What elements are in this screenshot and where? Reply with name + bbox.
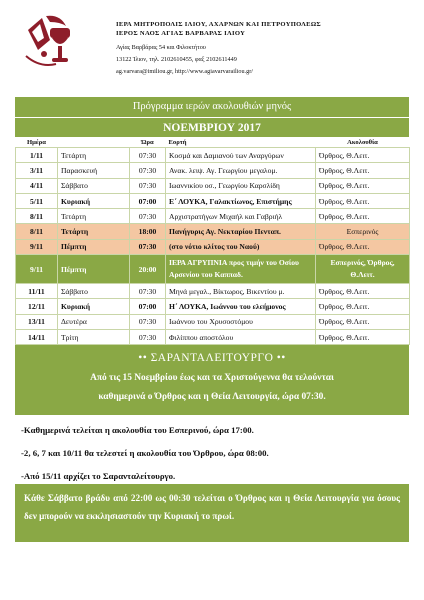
row-feast: Μηνά μεγαλ., Βίκτωρος, Βικεντίου μ. [166, 284, 316, 299]
row-date: 9/11 [16, 255, 58, 284]
table-row [16, 178, 410, 193]
row-time: 07:30 [130, 148, 166, 163]
row-service: Εσπερινός, Όρθρος, Θ.Λειτ. [316, 255, 410, 284]
row-service: Όρθρος, Θ.Λειτ. [316, 329, 410, 344]
row-service: Όρθρος, Θ.Λειτ. [316, 209, 410, 224]
row-feast: Ιωαννικίου οσ., Γεωργίου Καρσλίδη [166, 178, 316, 193]
church-logo-icon [20, 10, 82, 72]
table-row [16, 239, 410, 254]
row-feast: Αρχιστρατήγων Μιχαήλ και Γαβριήλ [166, 209, 316, 224]
row-feast: Κοσμά και Δαμιανού των Αναργύρων [166, 148, 316, 163]
row-service: Όρθρος, Θ.Λειτ. [316, 314, 410, 329]
saturday-vigil-band [15, 484, 409, 542]
row-date: 4/11 [16, 178, 58, 193]
services-table [15, 138, 410, 345]
row-day: Κυριακή [58, 299, 130, 314]
row-service: Όρθρος, Θ.Λειτ. [316, 193, 410, 208]
sarantaleitourgo-line-2: καθημερινά ο Όρθρος και η Θεία Λειτουργία, ώρα 07:30. [98, 392, 326, 402]
saturday-vigil-text: Κάθε Σάββατο βράδυ από 22:00 ως 00:30 τελείται ο Όρθρος και η Θεία Λειτουργία για όσους δεν μπορούν να εκκλησιαστούν την Κυριακή το πρωί. [24, 493, 400, 521]
row-service: Όρθρος, Θ.Λειτ. [316, 284, 410, 299]
row-date: 1/11 [16, 148, 58, 163]
table-row [16, 148, 410, 163]
row-feast: Ε΄ ΛΟΥΚΑ, Γαλακτίωνος, Επιστήμης [166, 193, 316, 208]
row-date: 8/11 [16, 209, 58, 224]
address: Αγίας Βαρβάρας 54 και Φιλοκτήτου [116, 44, 206, 51]
table-row [16, 255, 410, 284]
row-day: Τετάρτη [58, 209, 130, 224]
table-row [16, 284, 410, 299]
row-time: 07:30 [130, 209, 166, 224]
row-day: Δευτέρα [58, 314, 130, 329]
row-date: 14/11 [16, 329, 58, 344]
row-day: Σάββατο [58, 178, 130, 193]
row-date: 3/11 [16, 163, 58, 178]
email-website: ag.varvara@imiliou.gr, http://www.agiavarvarailiou.gr/ [116, 68, 254, 75]
header-day: Ημέρα [27, 139, 46, 146]
row-date: 5/11 [16, 193, 58, 208]
row-day: Τετάρτη [58, 224, 130, 239]
row-day: Πέμπτη [58, 239, 130, 254]
table-row [16, 299, 410, 314]
table-row [16, 224, 410, 239]
row-feast: Ανακ. λειψ. Αγ. Γεωργίου μεγαλομ. [166, 163, 316, 178]
row-service: Όρθρος, Θ.Λειτ. [316, 163, 410, 178]
row-time: 07:00 [130, 193, 166, 208]
row-time: 18:00 [130, 224, 166, 239]
sarantaleitourgo-heading: •• ΣΑΡΑΝΤΑΛΕΙΤΟΥΡΓΟ •• [138, 352, 286, 364]
row-date: 9/11 [16, 239, 58, 254]
phone-fax: 13122 Ίλιον, τηλ. 2102610455, φαξ 2102611449 [116, 56, 237, 63]
table-header-row [16, 138, 410, 148]
table-row [16, 163, 410, 178]
sarantaleitourgo-band [15, 345, 409, 415]
row-time: 07:30 [130, 329, 166, 344]
row-feast: Φιλίππου αποστόλου [166, 329, 316, 344]
row-date: 11/11 [16, 284, 58, 299]
row-time: 07:30 [130, 163, 166, 178]
row-day: Σάββατο [58, 284, 130, 299]
row-day: Παρασκευή [58, 163, 130, 178]
row-feast: (στο νότιο κλίτος του Ναού) [166, 239, 316, 254]
row-service: Όρθρος, Θ.Λειτ. [316, 148, 410, 163]
table-row [16, 314, 410, 329]
schedule-title: Πρόγραμμα ιερών ακολουθιών μηνός [132, 101, 292, 112]
table-row [16, 209, 410, 224]
row-service: Εσπερινός [316, 224, 410, 239]
table-row [16, 193, 410, 208]
row-day: Τρίτη [58, 329, 130, 344]
header-feast: Εορτή [168, 139, 187, 146]
header-service: Ακολουθία [347, 139, 378, 146]
header-weekday [58, 138, 130, 148]
parish-name: ΙΕΡΟΣ ΝΑΟΣ ΑΓΙΑΣ ΒΑΡΒΑΡΑΣ ΙΛΙΟΥ [116, 30, 246, 37]
title-band [15, 97, 409, 137]
row-time: 20:00 [130, 255, 166, 284]
row-time: 07:30 [130, 314, 166, 329]
note-vespers: -Καθημερινά τελείται η ακολουθία του Εσπερινού, ώρα 17:00. [21, 425, 254, 435]
row-service: Όρθρος, Θ.Λειτ. [316, 178, 410, 193]
row-feast: Ιωάννου του Χρυσοστόμου [166, 314, 316, 329]
row-day: Πέμπτη [58, 255, 130, 284]
row-time: 07:30 [130, 284, 166, 299]
row-feast: Η΄ ΛΟΥΚΑ, Ιωάννου του ελεήμονος [166, 299, 316, 314]
row-time: 07:30 [130, 178, 166, 193]
month-title: ΝΟΕΜΒΡΙΟΥ 2017 [15, 117, 409, 138]
row-feast: Πανήγυρις Αγ. Νεκταρίου Πενταπ. [166, 224, 316, 239]
row-day: Κυριακή [58, 193, 130, 208]
parish-contact-block [116, 20, 416, 76]
row-date: 8/11 [16, 224, 58, 239]
header-time: Ώρα [141, 139, 154, 146]
table-row [16, 329, 410, 344]
note-sarantaleitourgo-start: -Από 15/11 αρχίζει το Σαρανταλείτουργο. [21, 471, 176, 481]
row-time: 07:30 [130, 239, 166, 254]
sarantaleitourgo-line-1: Από τις 15 Νοεμβρίου έως και τα Χριστούγεννα θα τελούνται [90, 373, 334, 383]
note-orthros: -2, 6, 7 και 10/11 θα τελεστεί η ακολουθία του Όρθρου, ώρα 08:00. [21, 448, 269, 458]
row-service: Όρθρος, Θ.Λειτ. [316, 239, 410, 254]
row-date: 13/11 [16, 314, 58, 329]
metropolis-name: ΙΕΡΑ ΜΗΤΡΟΠΟΛΙΣ ΙΛΙΟΥ, ΑΧΑΡΝΩΝ ΚΑΙ ΠΕΤΡΟΥΠΟΛΕΩΣ [116, 21, 322, 28]
row-date: 12/11 [16, 299, 58, 314]
row-service: Όρθρος, Θ.Λειτ. [316, 299, 410, 314]
row-time: 07:00 [130, 299, 166, 314]
row-day: Τετάρτη [58, 148, 130, 163]
row-feast: ΙΕΡΑ ΑΓΡΥΠΝΙΑ προς τιμήν του Οσίου Αρσενίου του Καππαδ. [166, 255, 316, 284]
